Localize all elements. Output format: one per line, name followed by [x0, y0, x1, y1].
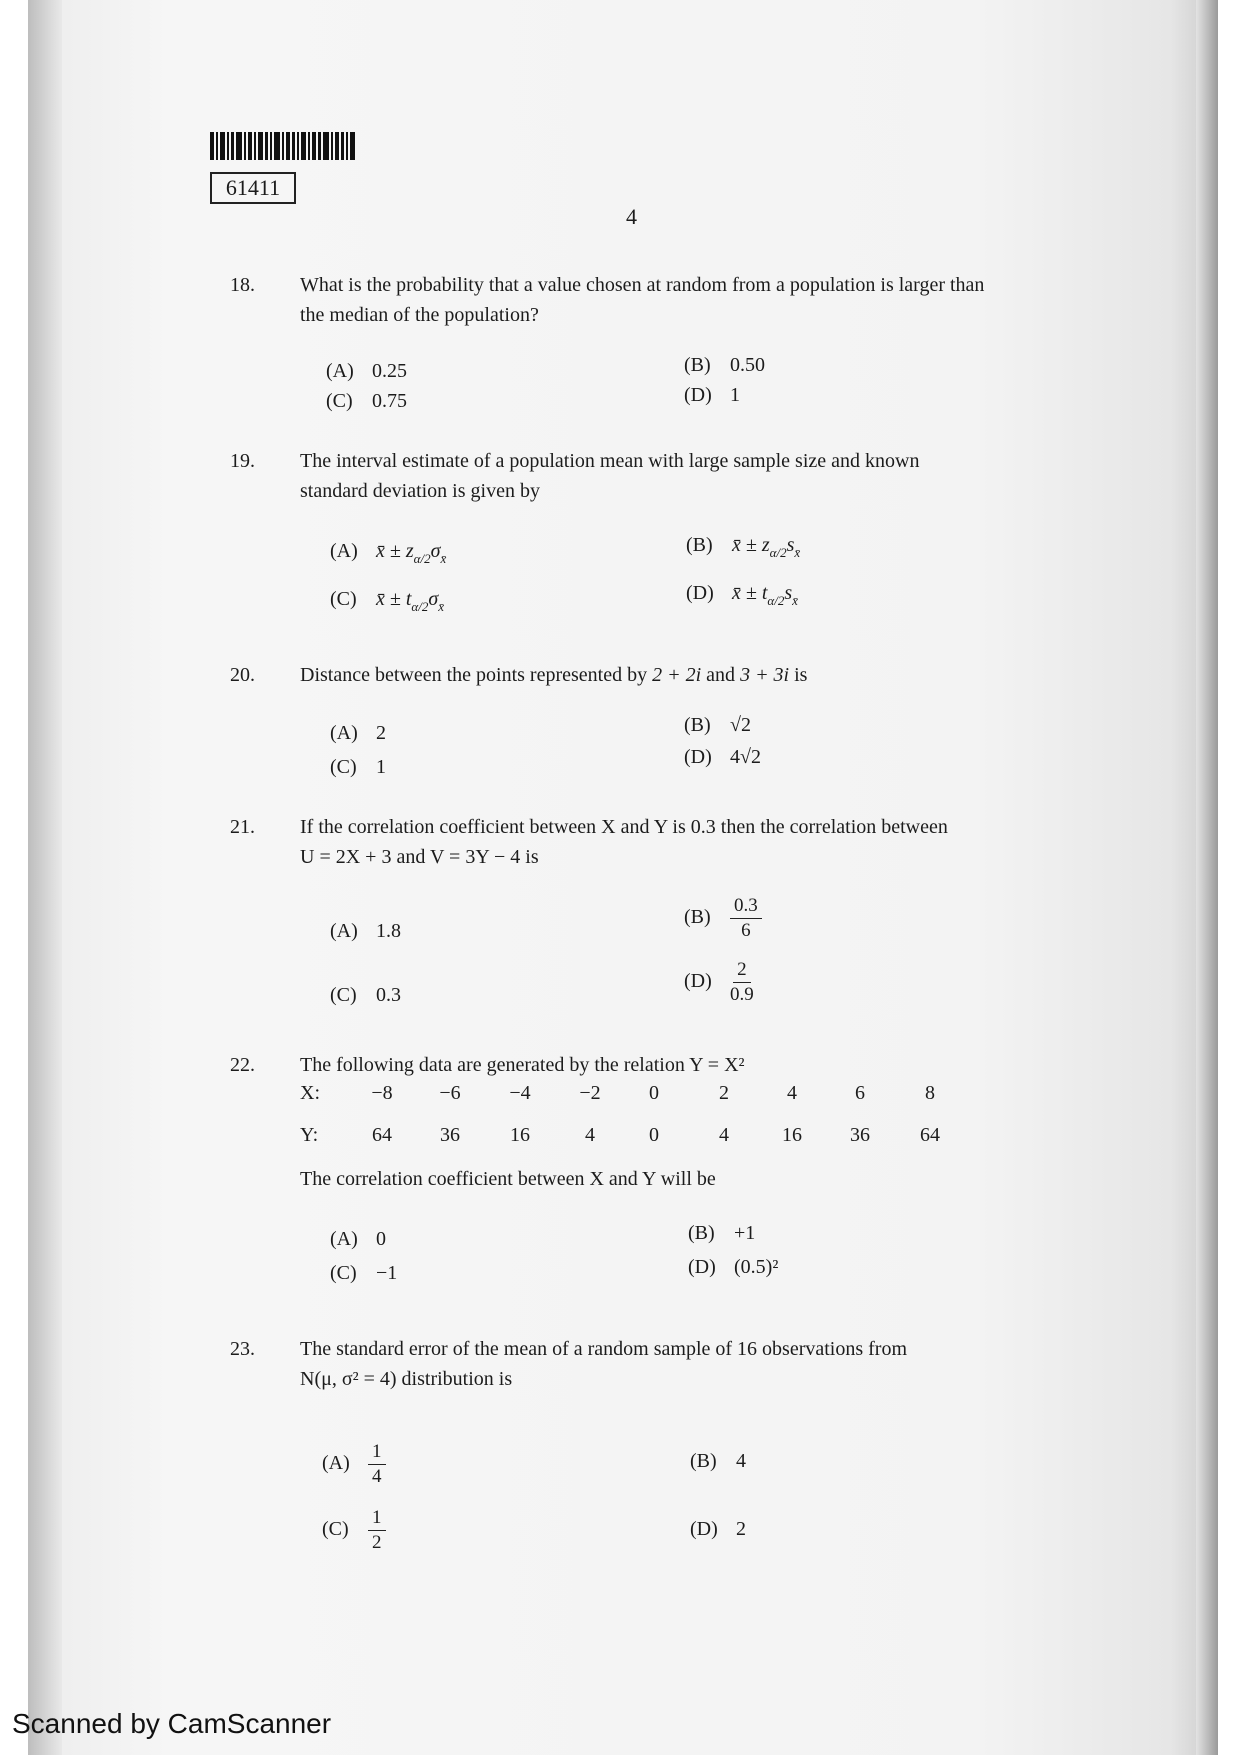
q19-option-b[interactable]: (B) x̄ ± $z_{\alpha/2}s_{x̄}$ [686, 534, 801, 560]
q22-option-c[interactable]: (C) −1 [330, 1262, 398, 1284]
q22-option-a[interactable]: (A) 0 [330, 1228, 386, 1250]
question-text-line: What is the probability that a value chosen at random from a population is larger than [300, 274, 985, 296]
question-text-line: The interval estimate of a population mean with large sample size and known [300, 450, 920, 472]
q20-option-a[interactable]: (A) 2 [330, 722, 386, 744]
q18-option-d[interactable]: (D) 1 [684, 384, 740, 406]
paper-code: 61411 [210, 172, 296, 204]
q23-option-d[interactable]: (D) 2 [690, 1518, 746, 1540]
q19-option-a[interactable]: (A) x̄ ± $z_{\alpha/2}\sigma_{x̄}$ [330, 540, 447, 566]
q19-option-c[interactable]: (C) x̄ ± $t_{\alpha/2}\sigma_{x̄}$ [330, 588, 445, 614]
q23-option-c[interactable]: (C) $\frac{1}{2}$ [322, 1506, 386, 1555]
question-text [300, 446, 1070, 506]
q21-option-d[interactable]: (D) $\frac{2}{0.9}$ [684, 959, 754, 1005]
question-text-line: the median of the population? [300, 304, 539, 326]
q22-option-b[interactable]: (B) +1 [688, 1222, 756, 1244]
question-19 [230, 446, 1050, 506]
q21-option-c[interactable]: (C) 0.3 [330, 984, 401, 1006]
q18-option-c[interactable]: (C) 0.75 [326, 390, 407, 412]
q21-option-a[interactable]: (A) 1.8 [330, 920, 401, 942]
q20-option-d[interactable]: (D) 4√2 [684, 746, 761, 768]
q22-option-d[interactable]: (D) (0.5)² [688, 1256, 779, 1278]
question-22 [230, 1050, 1050, 1080]
q18-option-b[interactable]: (B) 0.50 [684, 354, 765, 376]
question-21 [230, 812, 1050, 872]
question-text: Distance between the points represented by 2 + 2i and 3 + 3i is [300, 664, 808, 686]
question-text-line: If the correlation coefficient between X and Y is 0.3 then the correlation between [300, 816, 948, 838]
question-number: 22. [230, 1054, 255, 1076]
question-number: 20. [230, 664, 255, 686]
q20-option-b[interactable]: (B) √2 [684, 714, 751, 736]
question-text [300, 270, 1070, 330]
q19-option-d[interactable]: (D) x̄ ± $t_{\alpha/2}s_{x̄}$ [686, 582, 798, 608]
question-18 [230, 270, 1050, 330]
q20-option-c[interactable]: (C) 1 [330, 756, 386, 778]
question-23 [230, 1334, 1050, 1394]
q21-option-b[interactable]: (B) $\frac{0.3}{6}$ [684, 894, 762, 943]
question-text-line: standard deviation is given by [300, 480, 540, 502]
question-number: 19. [230, 450, 255, 472]
question-text-line: N(μ, σ² = 4) distribution is [300, 1368, 513, 1390]
question-number: 21. [230, 816, 255, 838]
page-shadow-left [28, 0, 62, 1755]
question-22-text2 [230, 1164, 1050, 1194]
question-text [300, 1334, 1070, 1394]
y-values-row: Y: 64 36 16 4 0 4 16 36 64 [300, 1124, 940, 1146]
question-text: The correlation coefficient between X and Y will be [300, 1168, 716, 1190]
q23-option-a[interactable]: (A) $\frac{1}{4}$ [322, 1440, 386, 1489]
question-text-line: The standard error of the mean of a random sample of 16 observations from [300, 1338, 908, 1360]
question-20 [230, 660, 1050, 690]
q23-option-b[interactable]: (B) 4 [690, 1450, 746, 1472]
scanner-watermark: Scanned by CamScanner [12, 1708, 332, 1739]
q18-option-a[interactable]: (A) 0.25 [326, 360, 407, 382]
question-number: 18. [230, 274, 255, 296]
x-values-row: X: −8 −6 −4 −2 0 2 4 6 8 [300, 1082, 935, 1104]
question-number: 23. [230, 1338, 255, 1360]
page-shadow-right [1196, 0, 1218, 1755]
page-number: 4 [626, 204, 637, 229]
question-text [300, 812, 1070, 872]
question-text-line: U = 2X + 3 and V = 3Y − 4 is [300, 846, 539, 868]
scanned-page [28, 0, 1218, 1755]
header-block [210, 132, 357, 204]
question-text: The following data are generated by the relation Y = X² [300, 1054, 745, 1076]
barcode [210, 132, 357, 160]
